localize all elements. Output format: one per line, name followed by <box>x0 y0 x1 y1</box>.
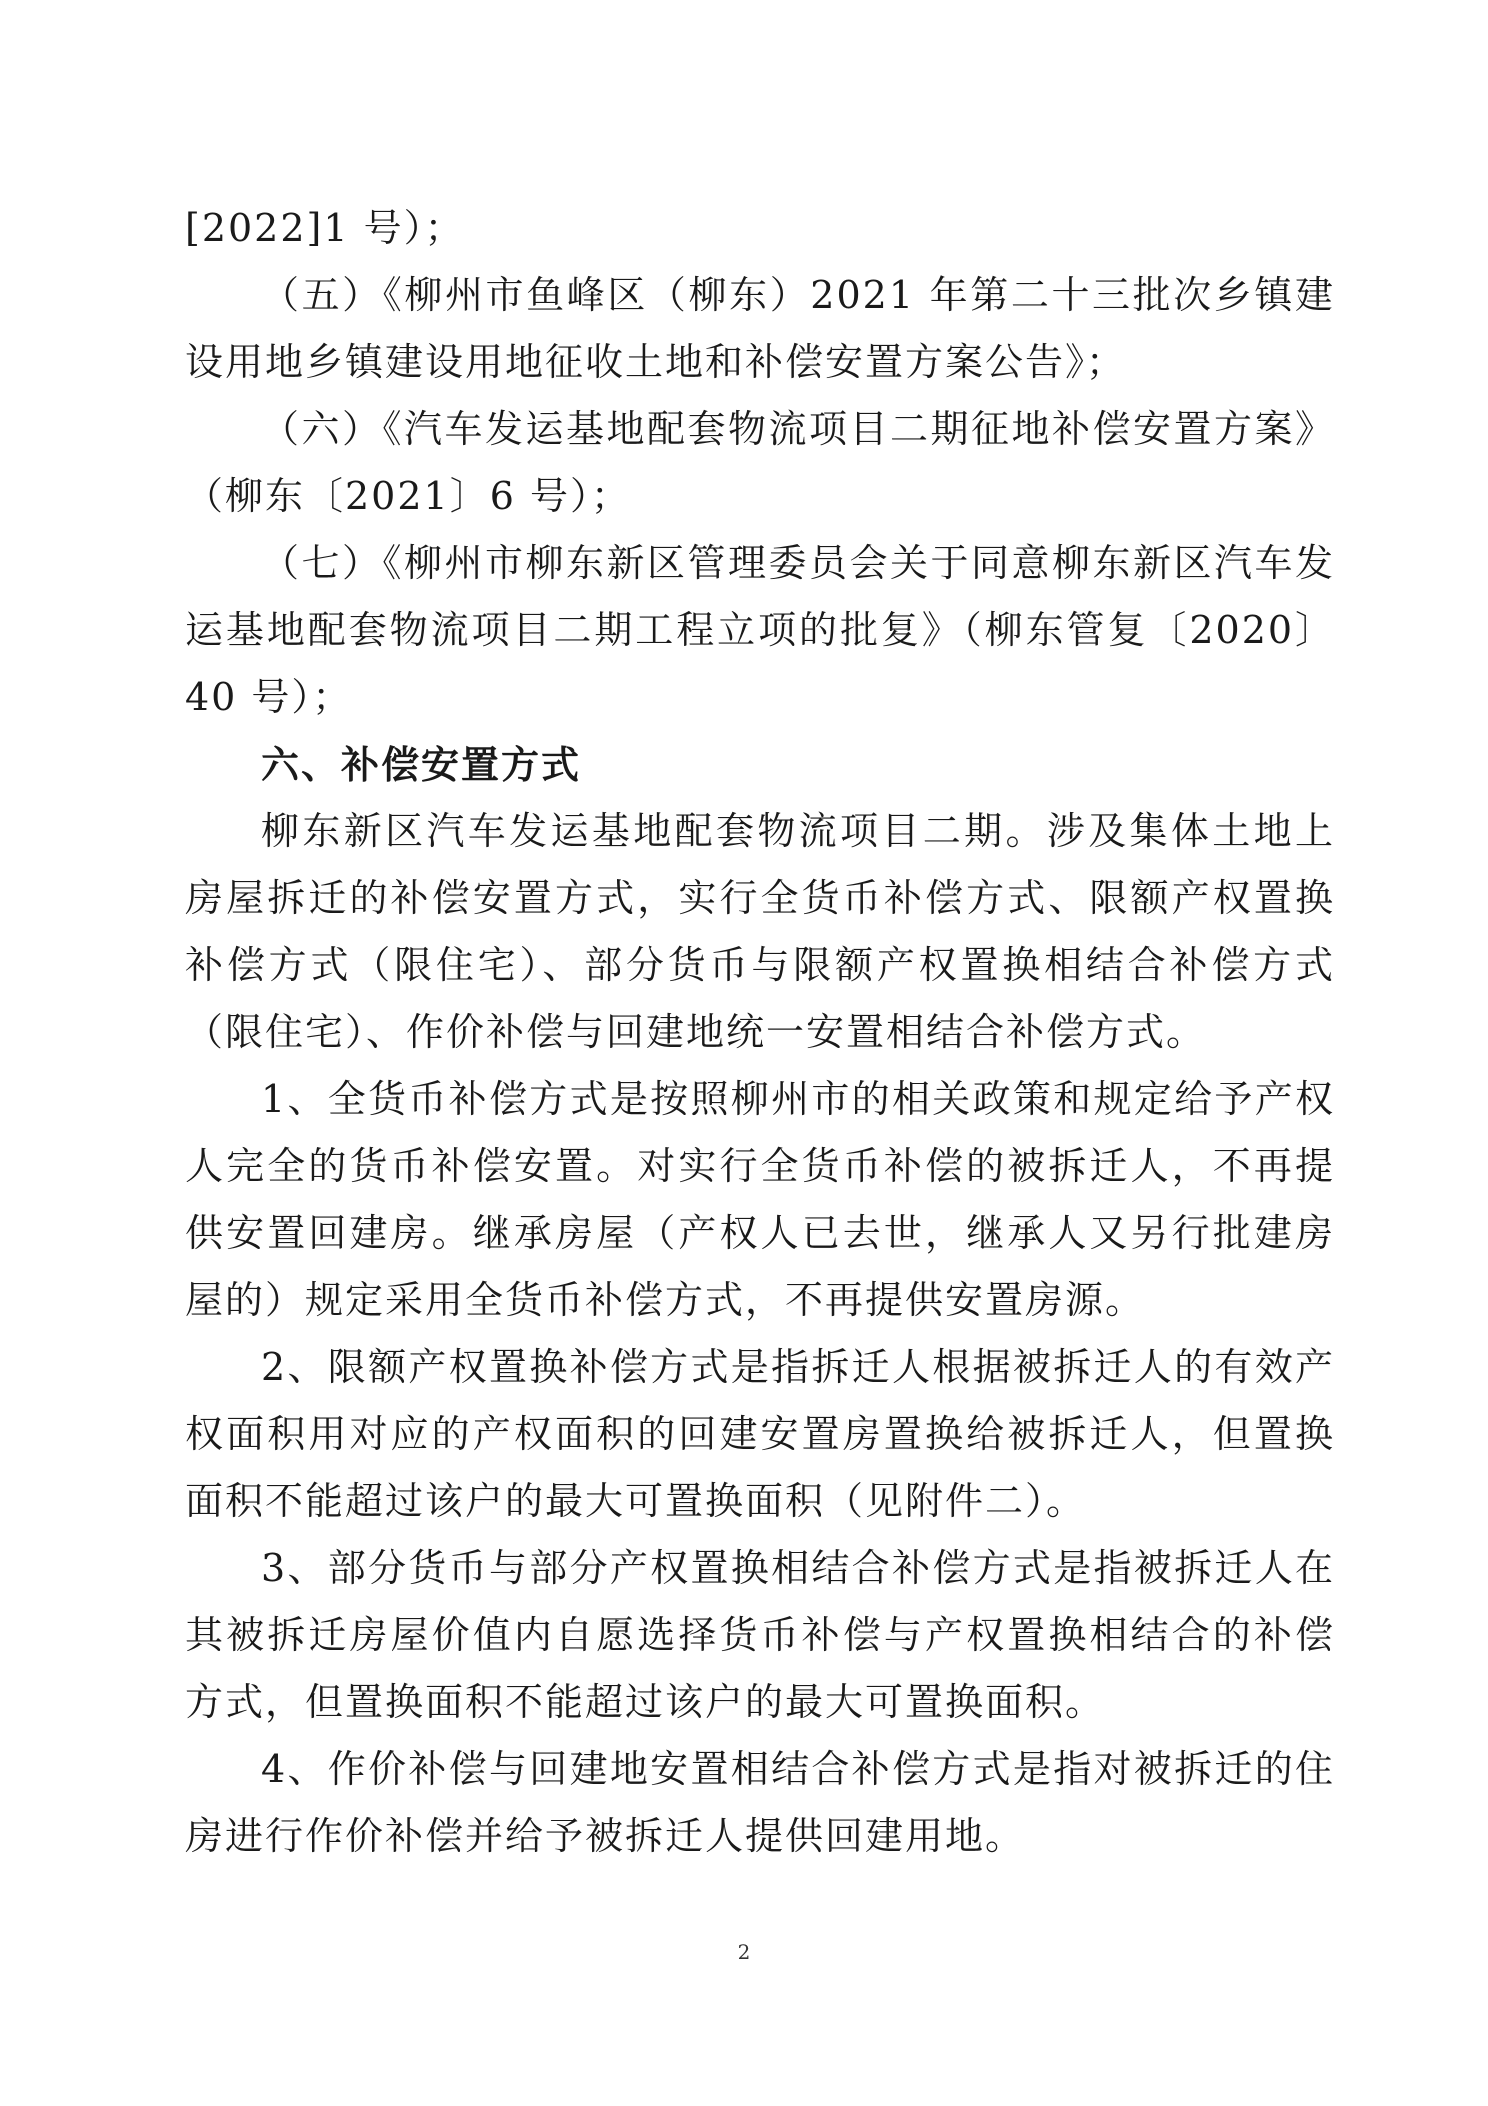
document-body <box>185 195 1335 1870</box>
paragraph-ref-7: （七）《柳州市柳东新区管理委员会关于同意柳东新区汽车发运基地配套物流项目二期工程立项的批复》（柳东管复〔2020〕40 号）； <box>185 541 1335 719</box>
section-paragraph-intro: 柳东新区汽车发运基地配套物流项目二期。涉及集体土地上房屋拆迁的补偿安置方式，实行全货币补偿方式、限额产权置换补偿方式（限住宅）、部分货币与限额产权置换相结合补偿方式（限住宅）、作价补偿与回建地统一安置相结合补偿方式。 <box>185 809 1335 1054</box>
section-heading: 六、补偿安置方式 <box>261 742 582 787</box>
section-paragraph-4: 4、作价补偿与回建地安置相结合补偿方式是指对被拆迁的住房进行作价补偿并给予被拆迁人提供回建用地。 <box>185 1747 1335 1858</box>
section-paragraph-2: 2、限额产权置换补偿方式是指拆迁人根据被拆迁人的有效产权面积用对应的产权面积的回建安置房置换给被拆迁人，但置换面积不能超过该户的最大可置换面积（见附件二）。 <box>185 1345 1335 1523</box>
page-number: 2 <box>737 1940 751 1964</box>
paragraph-ref-continuation: [2022]1 号）； <box>185 206 465 250</box>
section-paragraph-3: 3、部分货币与部分产权置换相结合补偿方式是指被拆迁人在其被拆迁房屋价值内自愿选择货币补偿与产权置换相结合的补偿方式，但置换面积不能超过该户的最大可置换面积。 <box>185 1546 1335 1724</box>
paragraph-ref-6: （六）《汽车发运基地配套物流项目二期征地补偿安置方案》（柳东〔2021〕6 号）； <box>185 407 1335 518</box>
paragraph-ref-5: （五）《柳州市鱼峰区（柳东）2021 年第二十三批次乡镇建设用地乡镇建设用地征收土地和补偿安置方案公告》； <box>185 273 1335 384</box>
section-paragraph-1: 1、全货币补偿方式是按照柳州市的相关政策和规定给予产权人完全的货币补偿安置。对实行全货币补偿的被拆迁人，不再提供安置回建房。继承房屋（产权人已去世，继承人又另行批建房屋的）规定采用全货币补偿方式，不再提供安置房源。 <box>185 1077 1335 1322</box>
